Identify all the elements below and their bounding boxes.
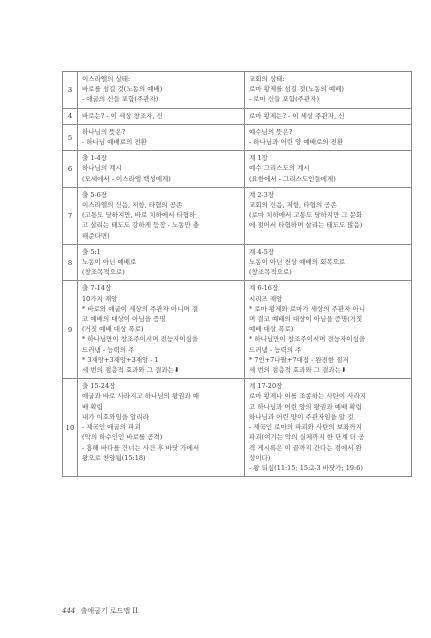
cell-line: (고통도 당하지만, 바로 치하에서 타협하 <box>82 211 196 220</box>
cell-line: 교회의 상태: <box>249 75 285 83</box>
revelation-cell <box>245 124 412 150</box>
revelation-cell <box>245 379 412 477</box>
cell-line: * 7인+7나팔+7대접 - 완전한 절저 <box>249 355 349 364</box>
cell-line: - 하나님과 어린 양 예배로의 전환 <box>249 138 344 147</box>
table-body <box>63 72 412 477</box>
cell-line: - 로마 신들 포함(주관자) <box>249 95 319 104</box>
revelation-cell <box>245 244 412 281</box>
cell-line: (창조목적으로) <box>249 268 292 277</box>
cell-line: - 하나님 예배로의 전환 <box>82 138 147 147</box>
cell-line: 시리즈 재앙 <box>249 294 283 303</box>
cell-line: 내가 이호와임을 알리라 <box>82 412 149 421</box>
exodus-cell <box>78 108 245 124</box>
cell-line: 며 결코 예배의 대상이 아님을 증명(거짓 <box>249 315 363 324</box>
cell-line: 계 2-3장 <box>249 190 275 199</box>
row-number: 7 <box>63 187 78 244</box>
cell-line: (거짓 예배 대상 폭로) <box>82 325 144 334</box>
row-number: 3 <box>63 72 78 109</box>
cell-line: (모세에서 - 이스라엘 백성에게) <box>82 174 171 183</box>
cell-line: - 제국인 로마의 파괴와 사탄의 보좌까지 <box>249 423 362 432</box>
cell-line: * 하나님만이 창조주이시며 전능자이심을 <box>82 335 199 344</box>
cell-line: 로마 황제를 섬길 것(노동의 예배) <box>249 85 344 94</box>
cell-line: - 홍해 바다를 건너는 사건 후 바닷 가에서 <box>82 443 200 452</box>
cell-line: 이스라엘의 상태: <box>82 75 131 83</box>
cell-line: 10가지 재앙 <box>82 294 118 303</box>
cell-line: 계 1장 <box>249 154 268 163</box>
comparison-table <box>62 71 412 477</box>
cell-line: 애굽과 바로 사라지고 하나님의 왕권과 예 <box>82 392 200 401</box>
table-row <box>63 72 412 109</box>
cell-line: 예수 그리스도의 계시 <box>249 164 310 173</box>
cell-line: - 애굽의 신들 포함(주관자) <box>82 95 159 104</box>
exodus-cell <box>78 187 245 244</box>
table-row <box>63 124 412 150</box>
row-number: 6 <box>63 151 78 188</box>
cell-line: 성이다) <box>249 453 271 462</box>
cell-line: 에 젖어서 타협하며 살리는 태도도 많음) <box>249 221 363 230</box>
cell-line: 로마 황제는? - 이 세상 주관자, 신 <box>249 111 345 120</box>
cell-line: 파괴(여기는 악의 실체까지 한 단계 더 공 <box>249 433 365 442</box>
cell-line: 출 5-6장 <box>82 190 108 199</box>
table-row <box>63 244 412 281</box>
revelation-cell <box>245 281 412 379</box>
cell-line: 드러냄 - 능력의 주 <box>249 345 302 354</box>
cell-line: 출 1-4장 <box>82 154 108 163</box>
cell-line: 출 15-24장 <box>82 382 116 391</box>
cell-line: 코 예배의 대상이 아님을 증명 <box>82 315 166 324</box>
row-number: 4 <box>63 108 78 124</box>
cell-line: * 3재앙+3재앙+3재앙 - 1 <box>82 355 159 364</box>
cell-line: 예배 대상 폭로) <box>249 325 294 334</box>
table-row <box>63 187 412 244</box>
table-row <box>63 108 412 124</box>
cell-line: 하나님과 어린 양이 주관자임을 알 것 <box>249 412 354 421</box>
row-number: 10 <box>63 379 78 477</box>
page-footer <box>62 606 138 616</box>
cell-line: (로마 치하에서 고통도 당하지만 그 문화 <box>249 211 363 220</box>
cell-line: (요한에서 - 그리스도인들에게) <box>249 174 336 183</box>
cell-line: 세 번의 점층적 효과와 그 결과는⬇ <box>249 366 347 375</box>
cell-line: 출 7-14장 <box>82 284 112 293</box>
revelation-cell <box>245 108 412 124</box>
cell-line: 이스라엘의 신음, 저항, 타협의 공존 <box>82 201 183 210</box>
cell-line: 바로는? - 이 세상 창조자, 신 <box>82 111 163 120</box>
cell-line: 교회의 신음, 저항, 타협의 공존 <box>249 201 337 210</box>
cell-line: 해준다면) <box>82 231 110 240</box>
revelation-cell <box>245 187 412 244</box>
cell-line: - 제국인 애굽의 파괴 <box>82 423 141 432</box>
table-row <box>63 379 412 477</box>
exodus-cell <box>78 244 245 281</box>
cell-line: 로마 황제나 이를 조종하는 사탄이 사라지 <box>249 392 367 401</box>
cell-line: 배 확립 <box>82 402 103 411</box>
cell-line: (악의 하수인인 바로를 공격) <box>82 433 163 442</box>
table-row <box>63 281 412 379</box>
cell-line: 세 번의 점층적 효과와 그 결과는⬇ <box>82 366 180 375</box>
cell-line: - 왕 되심(11:15; 15:2-3 바닷가; 19:6) <box>249 463 363 472</box>
cell-line: * 로마 황제와 로마가 세상의 주관자 아니 <box>249 304 366 313</box>
cell-line: 계 4-5장 <box>249 247 275 256</box>
cell-line: * 하나님만이 창조주이시며 전능자이심을 <box>249 335 366 344</box>
book-title: 출애굽기 로드맵 II <box>80 607 138 615</box>
cell-line: 격 게시록은 이 끝까지 간다는 점에서 완 <box>249 443 362 452</box>
cell-line: 계 6-16장 <box>249 284 279 293</box>
cell-line: (창조목적으로) <box>82 268 125 277</box>
exodus-cell <box>78 151 245 188</box>
cell-line: 왕으로 찬양됨(15:18) <box>82 453 146 462</box>
cell-line: 고 살리는 태도도 강하게 등장 - 노동만 충 <box>82 221 200 230</box>
row-number: 5 <box>63 124 78 150</box>
cell-line: 바로를 섬길 것(노동의 예배) <box>82 85 163 94</box>
exodus-cell <box>78 124 245 150</box>
cell-line: 노동이 아닌 천상 예배의 회복으로 <box>249 258 346 267</box>
table-row <box>63 151 412 188</box>
cell-line: 하나님의 뜻은? <box>82 127 126 136</box>
page-number: 444 <box>62 607 76 615</box>
cell-line: 출 5:1 <box>82 247 101 256</box>
revelation-cell <box>245 151 412 188</box>
cell-line: * 바로와 애굽이 세상의 주관자 아니며 결 <box>82 304 199 313</box>
cell-line: 고 하나님과 어린 양의 왕권과 예배 확립 <box>249 402 362 411</box>
cell-line: 계 17-20장 <box>249 382 283 391</box>
exodus-cell <box>78 72 245 109</box>
cell-line: 드러냄 - 능력의 주 <box>82 345 135 354</box>
cell-line: 하나님의 계시 <box>82 164 122 173</box>
cell-line: 예수님의 뜻은? <box>249 127 293 136</box>
row-number: 8 <box>63 244 78 281</box>
exodus-cell <box>78 379 245 477</box>
row-number: 9 <box>63 281 78 379</box>
exodus-cell <box>78 281 245 379</box>
revelation-cell <box>245 72 412 109</box>
cell-line: 노동이 아닌 예배로 <box>82 258 137 267</box>
